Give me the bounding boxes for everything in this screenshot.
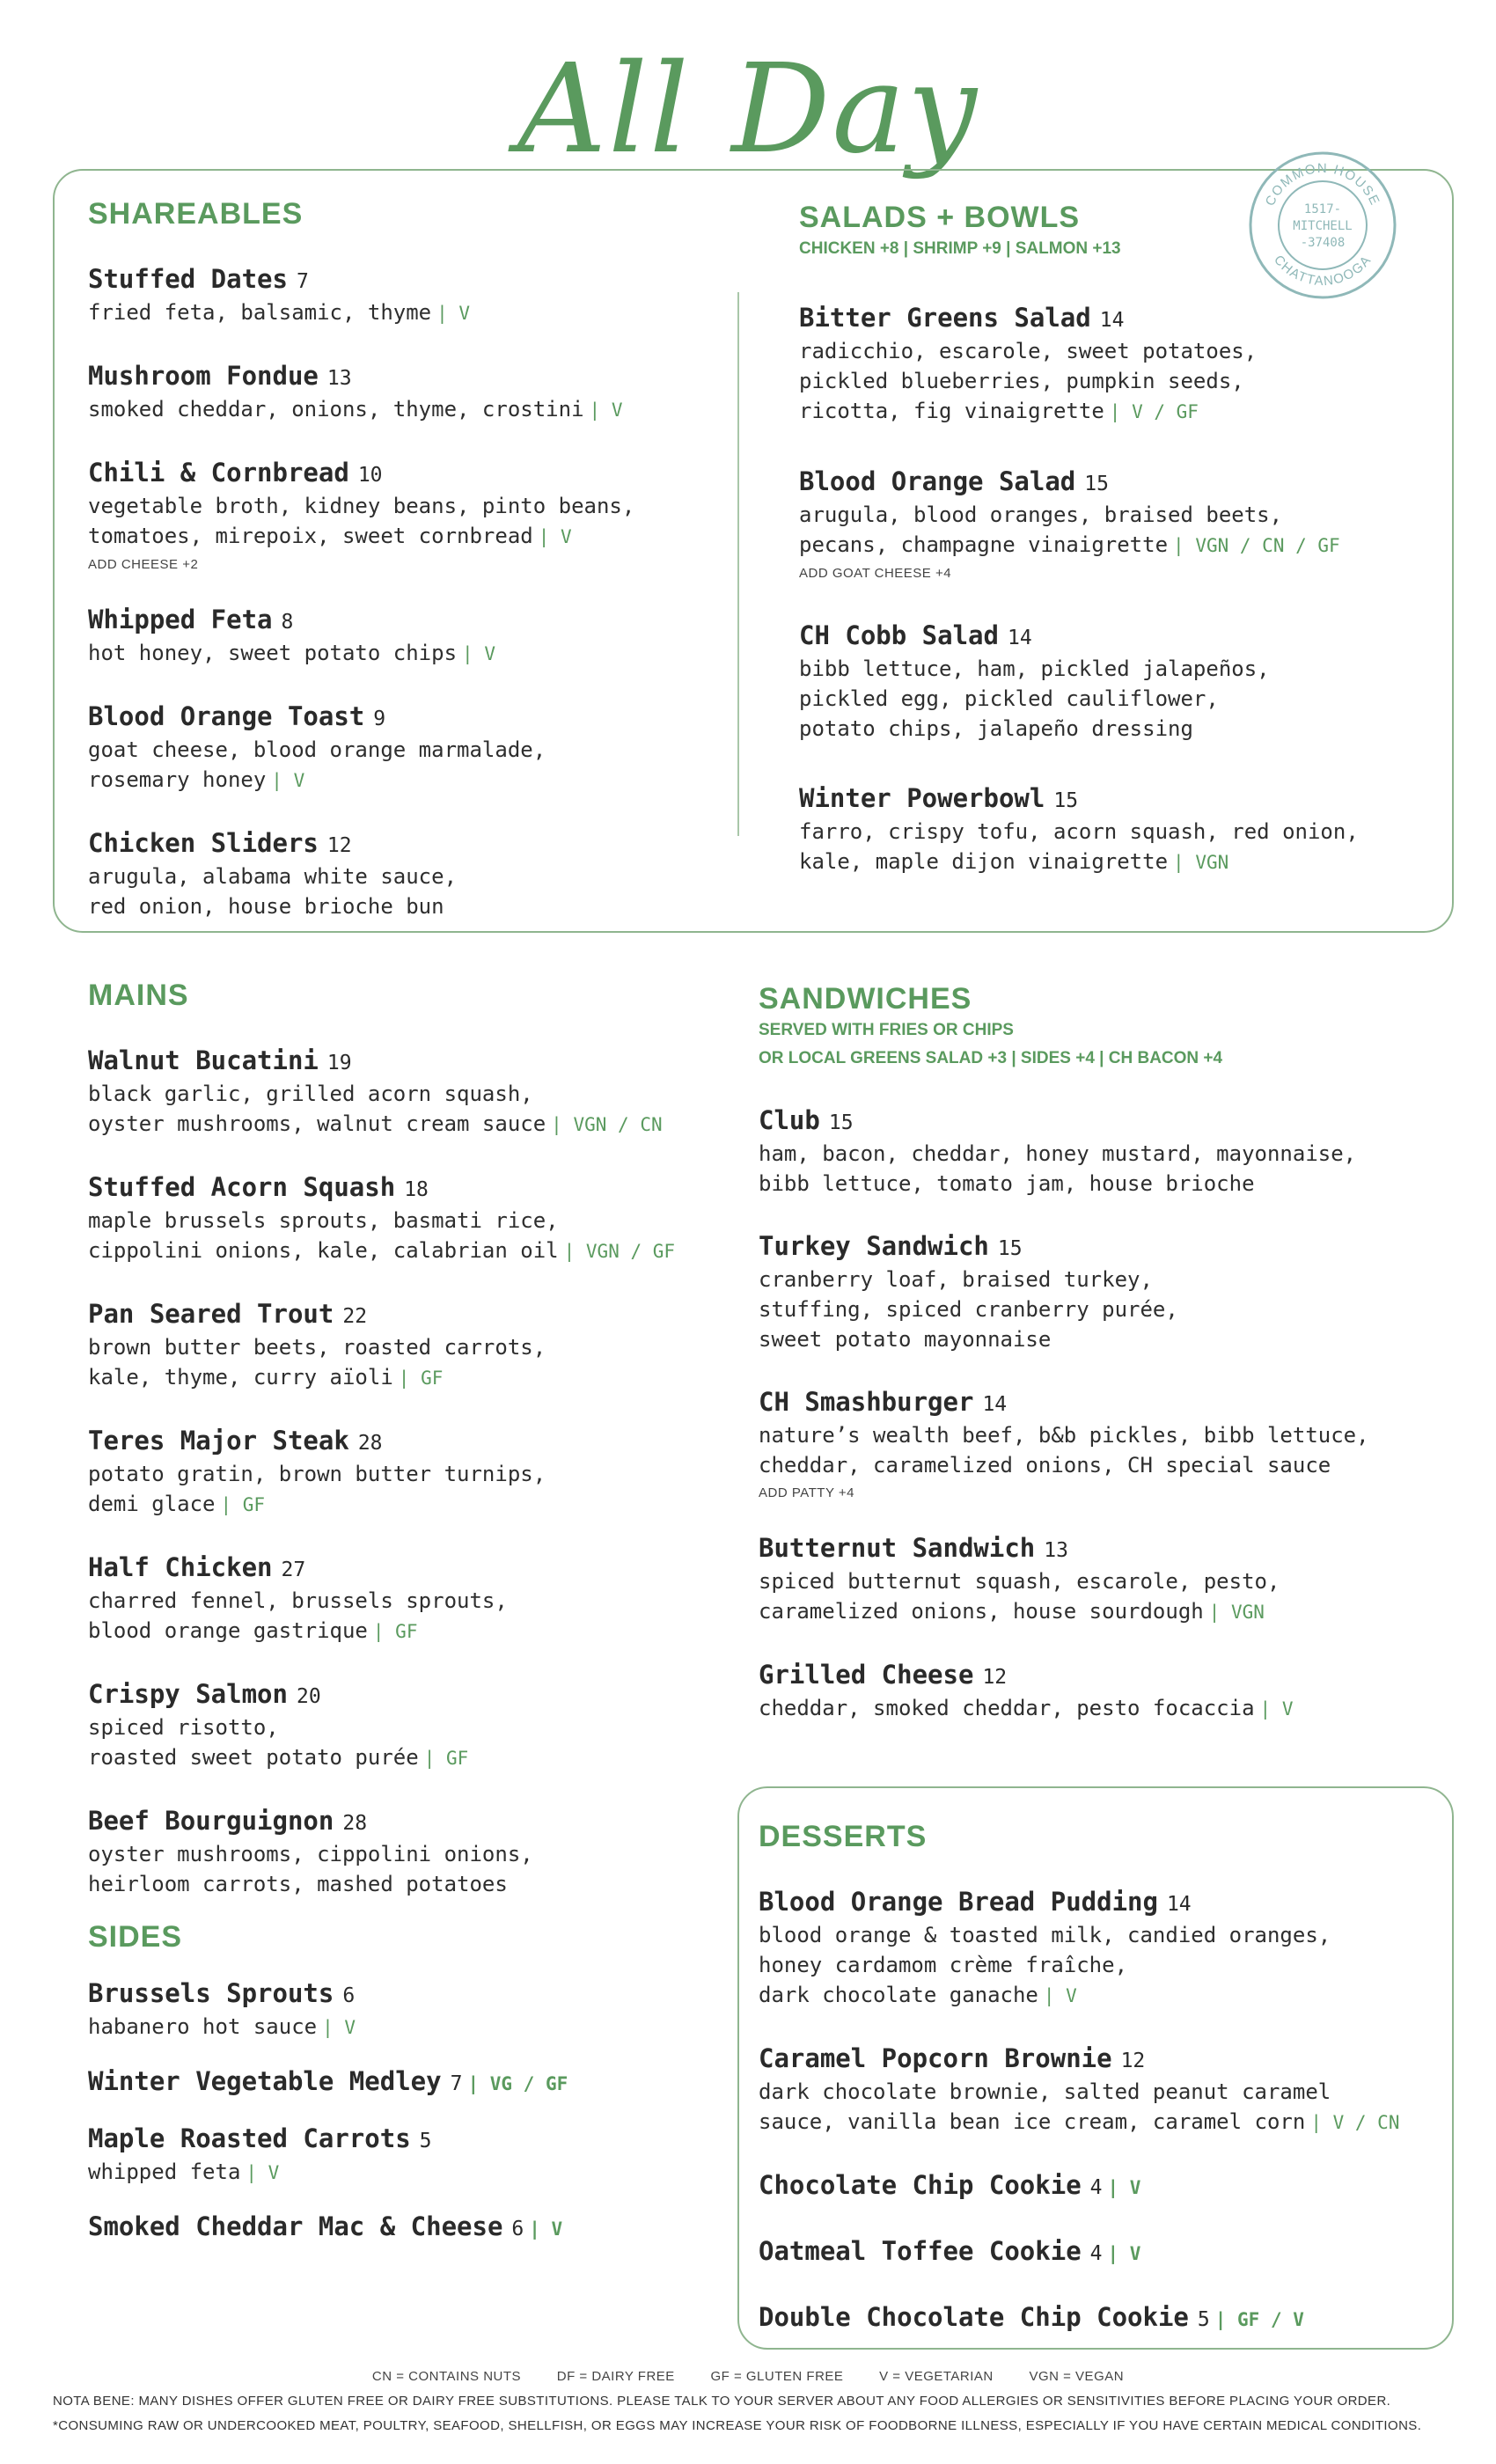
item-description: dark chocolate brownie, salted peanut caramel: [759, 2079, 1331, 2104]
menu-item-butternut-sandwich: [759, 1532, 1454, 1627]
item-description-line: [88, 2157, 757, 2188]
item-price: 14: [1166, 1893, 1192, 1916]
item-description-line: [88, 1742, 757, 1773]
item-description: pickled egg, pickled cauliflower,: [799, 686, 1219, 711]
item-description-line: [88, 1586, 757, 1616]
item-price: 15: [1053, 789, 1079, 812]
item-diet-tag: | V: [1259, 1698, 1294, 1720]
item-diet-tag: | V / CN: [1310, 2112, 1400, 2133]
item-description: arugula, alabama white sauce,: [88, 864, 458, 889]
menu-item-half-chicken: [88, 1551, 757, 1646]
item-description-line: [88, 1869, 757, 1899]
item-price: 9: [373, 708, 386, 730]
item-description: pecans, champagne vinaigrette: [799, 532, 1169, 557]
diet-legend: [0, 2369, 1496, 2384]
item-name-line: [759, 1886, 1445, 1920]
item-description: habanero hot sauce: [88, 2014, 318, 2039]
item-description-line: [88, 1839, 757, 1869]
stamp-bottom-text: CHATTANOOGA: [1271, 252, 1375, 290]
item-name-line: [759, 1532, 1454, 1566]
item-description-line: [799, 654, 1433, 684]
item-description: sweet potato mayonnaise: [759, 1327, 1052, 1352]
sandwiches-section: [759, 982, 1454, 1724]
item-description-line: [759, 2077, 1445, 2107]
item-description-line: [799, 817, 1433, 847]
menu-item-blood-orange-salad: [799, 466, 1433, 581]
item-price: 22: [342, 1305, 368, 1328]
item-price: 12: [1120, 2050, 1146, 2072]
item-name-line: [88, 1425, 757, 1459]
shareables-heading: SHAREABLES: [88, 197, 304, 231]
legend-v: V = VEGETARIAN: [879, 2369, 994, 2384]
item-name-line: [88, 360, 722, 394]
menu-item-stuffed-acorn-squash: [88, 1171, 757, 1266]
item-name-line: [88, 827, 722, 862]
item-description-line: [759, 1950, 1445, 1980]
item-description-line: [759, 1566, 1454, 1596]
item-price: 5: [1197, 2308, 1210, 2331]
item-price: 4: [1089, 2242, 1103, 2265]
item-description-line: [88, 1332, 757, 1362]
item-description-line: [88, 1109, 757, 1140]
item-name-line: [88, 457, 722, 491]
menu-item-whipped-feta: [88, 604, 722, 669]
item-name-line: [88, 1171, 757, 1206]
item-name-line: [88, 2123, 757, 2157]
item-description-line: [759, 1420, 1454, 1450]
item-description: maple brussels sprouts, basmati rice,: [88, 1208, 559, 1233]
menu-item-turkey-sandwich: [759, 1230, 1454, 1354]
item-description-line: [88, 297, 722, 328]
item-name-line: [88, 1551, 757, 1586]
item-description: dark chocolate ganache: [759, 1983, 1038, 2007]
item-name: Blood Orange Salad: [799, 466, 1076, 496]
item-price: 15: [997, 1237, 1023, 1260]
item-diet-tag: | V: [538, 526, 572, 547]
item-name-line: [759, 2235, 1445, 2270]
item-description-line: [759, 1139, 1454, 1169]
item-description: radicchio, escarole, sweet potatoes,: [799, 339, 1258, 363]
item-name-line: [88, 700, 722, 735]
item-description: tomatoes, mirepoix, sweet cornbread: [88, 524, 533, 548]
item-description: black garlic, grilled acorn squash,: [88, 1082, 533, 1106]
sides-heading: SIDES: [88, 1920, 183, 1954]
legend-cn: CN = CONTAINS NUTS: [371, 2369, 522, 2384]
legend-vgn: VGN = VEGAN: [1029, 2369, 1125, 2384]
item-diet-tag: | V: [271, 770, 305, 791]
stamp-line-1: 1517-: [1303, 202, 1342, 216]
item-name-line: [88, 1977, 757, 2012]
item-diet-tag: | GF: [398, 1368, 444, 1389]
item-description: potato chips, jalapeño dressing: [799, 716, 1193, 741]
item-description: kale, maple dijon vinaigrette: [799, 849, 1169, 874]
item-diet-tag: | GF: [423, 1748, 469, 1769]
salads-section: [799, 201, 1433, 877]
menu-item-oatmeal-toffee-cookie: [759, 2235, 1445, 2270]
item-description-line: [759, 1294, 1454, 1324]
item-description: oyster mushrooms, cippolini onions,: [88, 1842, 533, 1866]
item-price: 5: [419, 2130, 432, 2152]
item-description-line: [88, 862, 722, 891]
item-name: Winter Vegetable Medley: [88, 2066, 442, 2096]
item-description: spiced risotto,: [88, 1715, 279, 1740]
item-name: Brussels Sprouts: [88, 1978, 334, 2008]
item-name: Double Chocolate Chip Cookie: [759, 2302, 1189, 2332]
item-description-line: [799, 714, 1433, 744]
item-price: 7: [450, 2072, 463, 2095]
item-diet-tag: | V: [462, 643, 495, 664]
stamp-top-text: COMMON HOUSE: [1262, 160, 1383, 209]
item-name-line: [88, 2065, 757, 2100]
item-name: Whipped Feta: [88, 605, 273, 634]
item-description: heirloom carrots, mashed potatoes: [88, 1872, 508, 1896]
item-description: cheddar, caramelized onions, CH special sauce: [759, 1453, 1331, 1478]
item-diet-tag: | V: [1043, 1985, 1077, 2006]
sandwiches-sides-line-2: OR LOCAL GREENS SALAD +3 | SIDES +4 | CH BACON +4: [759, 1049, 1223, 1067]
item-name-line: [759, 1659, 1454, 1693]
item-diet-tag: | VGN: [1173, 852, 1229, 873]
item-diet-tag: | VG / GF: [467, 2073, 568, 2094]
item-name: Chili & Cornbread: [88, 458, 349, 488]
desserts-heading: DESSERTS: [759, 1820, 928, 1853]
item-name-line: [88, 1045, 757, 1079]
item-description: charred fennel, brussels sprouts,: [88, 1588, 508, 1613]
menu-item-grilled-cheese: [759, 1659, 1454, 1724]
item-name-line: [759, 2169, 1445, 2204]
item-description-line: [88, 1712, 757, 1742]
menu-item-chocolate-chip-cookie: [759, 2169, 1445, 2204]
item-description: brown butter beets, roasted carrots,: [88, 1335, 546, 1360]
item-name-line: [759, 2042, 1445, 2077]
menu-item-mushroom-fondue: [88, 360, 722, 425]
menu-item-maple-roasted-carrots: [88, 2123, 757, 2188]
item-name-line: [799, 782, 1433, 817]
menu-item-teres-major-steak: [88, 1425, 757, 1520]
item-name-line: [759, 2301, 1445, 2336]
item-description-line: [799, 530, 1433, 561]
item-price: 18: [404, 1178, 429, 1201]
item-name: Chocolate Chip Cookie: [759, 2170, 1082, 2200]
item-description: bibb lettuce, tomato jam, house brioche: [759, 1171, 1255, 1196]
item-name-line: [759, 1230, 1454, 1265]
item-diet-tag: | V: [589, 400, 623, 421]
sandwiches-heading: SANDWICHES: [759, 982, 972, 1016]
item-description-line: [759, 1265, 1454, 1294]
item-description-line: [88, 891, 722, 921]
item-description-line: [88, 735, 722, 765]
item-description: fried feta, balsamic, thyme: [88, 300, 432, 325]
item-diet-tag: | V / GF: [1109, 401, 1199, 422]
item-name-line: [88, 604, 722, 638]
item-name-line: [88, 263, 722, 297]
menu-item-blood-orange-bread-pudding: [759, 1886, 1445, 2011]
item-name: Caramel Popcorn Brownie: [759, 2043, 1112, 2073]
item-description: demi glace: [88, 1492, 216, 1516]
menu-item-brussels-sprouts: [88, 1977, 757, 2042]
item-description: red onion, house brioche bun: [88, 894, 444, 919]
item-description: bibb lettuce, ham, pickled jalapeños,: [799, 656, 1270, 681]
item-diet-tag: | VGN / CN / GF: [1173, 535, 1340, 556]
item-name-line: [88, 2211, 757, 2245]
item-description: blood orange & toasted milk, candied oranges,: [759, 1923, 1331, 1947]
item-price: 12: [326, 834, 352, 857]
item-description-line: [88, 1079, 757, 1109]
item-name-line: [799, 466, 1433, 500]
item-name: Club: [759, 1105, 820, 1135]
item-price: 10: [357, 464, 383, 487]
item-description: oyster mushrooms, walnut cream sauce: [88, 1111, 546, 1136]
item-name-line: [759, 1386, 1454, 1420]
item-description-line: [759, 1980, 1445, 2011]
item-description: vegetable broth, kidney beans, pinto beans,: [88, 494, 635, 518]
item-description: nature’s wealth beef, b&b pickles, bibb lettuce,: [759, 1423, 1369, 1448]
item-name: Crispy Salmon: [88, 1679, 288, 1709]
item-addon: ADD PATTY +4: [759, 1485, 854, 1500]
item-description: goat cheese, blood orange marmalade,: [88, 737, 546, 762]
item-name: Oatmeal Toffee Cookie: [759, 2236, 1082, 2266]
item-name: Walnut Bucatini: [88, 1045, 319, 1075]
item-name: Grilled Cheese: [759, 1660, 974, 1690]
raw-food-warning: *CONSUMING RAW OR UNDERCOOKED MEAT, POULTRY, SEAFOOD, SHELLFISH, OR EGGS MAY INCREASE YOUR RISK OF FOODBORNE ILLNESS, ESPECIALLY IF YOU HAVE CERTAIN MEDICAL CONDITIONS.: [53, 2418, 1422, 2433]
nota-bene: NOTA BENE: MANY DISHES OFFER GLUTEN FREE OR DAIRY FREE SUBSTITUTIONS. PLEASE TALK TO YOUR SERVER ABOUT ANY FOOD ALLERGIES OR SENSITIVITIES BEFORE PLACING YOUR ORDER.: [53, 2394, 1391, 2409]
item-description-line: [799, 336, 1433, 366]
item-description-line: [88, 765, 722, 796]
item-description: honey cardamom crème fraîche,: [759, 1953, 1128, 1977]
item-description: whipped feta: [88, 2160, 241, 2184]
shareables-section: [88, 197, 722, 921]
item-diet-tag: | V: [1107, 2177, 1141, 2198]
item-diet-tag: | V: [529, 2218, 563, 2240]
item-description-line: [88, 394, 722, 425]
item-diet-tag: | VGN / GF: [563, 1241, 676, 1262]
menu-item-winter-powerbowl: [799, 782, 1433, 877]
item-description: arugula, blood oranges, braised beets,: [799, 502, 1283, 527]
menu-item-chicken-sliders: [88, 827, 722, 921]
item-description: stuffing, spiced cranberry purée,: [759, 1297, 1178, 1322]
desserts-section: [759, 1820, 1445, 2336]
item-description: cranberry loaf, braised turkey,: [759, 1267, 1153, 1292]
item-price: 8: [281, 611, 294, 634]
item-price: 7: [296, 270, 309, 293]
item-price: 13: [1044, 1539, 1068, 1562]
item-description: ham, bacon, cheddar, honey mustard, mayonnaise,: [759, 1141, 1357, 1166]
item-addon: ADD GOAT CHEESE +4: [799, 566, 952, 581]
item-diet-tag: | GF / V: [1214, 2309, 1304, 2330]
item-description-line: [88, 1206, 757, 1236]
menu-item-ch-smashburger: [759, 1386, 1454, 1500]
item-name: Blood Orange Bread Pudding: [759, 1887, 1158, 1917]
item-description: sauce, vanilla bean ice cream, caramel corn: [759, 2109, 1306, 2134]
item-name: Bitter Greens Salad: [799, 303, 1091, 333]
item-description: cippolini onions, kale, calabrian oil: [88, 1238, 559, 1263]
item-description-line: [759, 1920, 1445, 1950]
item-description: hot honey, sweet potato chips: [88, 641, 458, 665]
item-description-line: [88, 638, 722, 669]
menu-item-bitter-greens-salad: [799, 302, 1433, 427]
item-description-line: [759, 1169, 1454, 1199]
item-description-line: [88, 1489, 757, 1520]
menu-title: All Day: [517, 38, 979, 181]
item-price: 20: [296, 1685, 321, 1708]
item-description-line: [759, 1450, 1454, 1480]
item-diet-tag: | VGN / CN: [551, 1114, 663, 1135]
item-diet-tag: | V: [322, 2017, 356, 2038]
menu-item-beef-bourguignon: [88, 1805, 757, 1899]
item-description-line: [799, 684, 1433, 714]
item-name: Half Chicken: [88, 1552, 273, 1582]
item-description-line: [88, 1459, 757, 1489]
item-name-line: [88, 1805, 757, 1839]
item-description-line: [759, 1324, 1454, 1354]
sandwiches-sides-line-1: SERVED WITH FRIES OR CHIPS: [759, 1021, 1014, 1039]
item-name-line: [88, 1678, 757, 1712]
item-description: pickled blueberries, pumpkin seeds,: [799, 369, 1244, 393]
item-price: 19: [326, 1052, 352, 1074]
item-name: Blood Orange Toast: [88, 701, 365, 731]
item-description-line: [88, 491, 722, 521]
menu-item-winter-vegetable-medley: [88, 2065, 757, 2100]
item-addon: ADD CHEESE +2: [88, 557, 199, 572]
item-description: smoked cheddar, onions, thyme, crostini: [88, 397, 584, 422]
item-name: Maple Roasted Carrots: [88, 2123, 411, 2153]
item-description-line: [88, 521, 722, 552]
item-name: Chicken Sliders: [88, 828, 319, 858]
menu-item-double-chocolate-chip-cookie: [759, 2301, 1445, 2336]
salads-heading: SALADS + BOWLS: [799, 201, 1081, 234]
menu-item-ch-cobb-salad: [799, 620, 1433, 744]
item-description: caramelized onions, house sourdough: [759, 1599, 1204, 1624]
salads-addons: CHICKEN +8 | SHRIMP +9 | SALMON +13: [799, 239, 1121, 258]
item-description: spiced butternut squash, escarole, pesto,: [759, 1569, 1280, 1594]
mains-section: [88, 979, 757, 1899]
item-name: Turkey Sandwich: [759, 1231, 989, 1261]
mains-heading: MAINS: [88, 979, 189, 1012]
item-name: Beef Bourguignon: [88, 1806, 334, 1836]
item-description: cheddar, smoked cheddar, pesto focaccia: [759, 1696, 1255, 1720]
item-description-line: [88, 1236, 757, 1266]
item-description: roasted sweet potato purée: [88, 1745, 419, 1770]
item-price: 4: [1089, 2176, 1103, 2199]
item-price: 27: [281, 1558, 306, 1581]
item-diet-tag: | VGN: [1208, 1602, 1265, 1623]
menu-item-blood-orange-toast: [88, 700, 722, 796]
sides-section: [88, 1920, 757, 2245]
item-description: blood orange gastrique: [88, 1618, 368, 1643]
item-description-line: [88, 2012, 757, 2042]
item-description: ricotta, fig vinaigrette: [799, 399, 1104, 423]
item-name: CH Smashburger: [759, 1387, 974, 1417]
menu-item-pan-seared-trout: [88, 1298, 757, 1393]
item-description-line: [799, 396, 1433, 427]
item-name: Stuffed Dates: [88, 264, 288, 294]
item-name: Stuffed Acorn Squash: [88, 1172, 396, 1202]
item-price: 15: [1084, 473, 1109, 495]
item-price: 6: [342, 1984, 356, 2007]
item-description: kale, thyme, curry aïoli: [88, 1365, 393, 1390]
item-name-line: [759, 1104, 1454, 1139]
item-description: potato gratin, brown butter turnips,: [88, 1462, 546, 1486]
item-description-line: [759, 1596, 1454, 1627]
item-diet-tag: | V: [1107, 2243, 1141, 2264]
item-price: 14: [1099, 309, 1125, 332]
item-description-line: [759, 1693, 1454, 1724]
item-price: 28: [342, 1812, 368, 1835]
item-description: rosemary honey: [88, 767, 267, 792]
item-price: 14: [982, 1393, 1008, 1416]
item-description-line: [799, 500, 1433, 530]
menu-item-stuffed-dates: [88, 263, 722, 328]
item-description-line: [88, 1616, 757, 1646]
item-description-line: [799, 847, 1433, 877]
item-name: Butternut Sandwich: [759, 1533, 1036, 1563]
legend-df: DF = DAIRY FREE: [556, 2369, 675, 2384]
item-price: 6: [511, 2218, 524, 2240]
item-name: Smoked Cheddar Mac & Cheese: [88, 2211, 503, 2241]
menu-item-walnut-bucatini: [88, 1045, 757, 1140]
item-name: CH Cobb Salad: [799, 620, 999, 650]
item-diet-tag: | V: [436, 303, 471, 324]
item-price: 15: [828, 1111, 854, 1134]
menu-item-crispy-salmon: [88, 1678, 757, 1773]
menu-item-smoked-cheddar-mac-and-cheese: [88, 2211, 757, 2245]
item-description-line: [799, 366, 1433, 396]
menu-item-chili-and-cornbread: [88, 457, 722, 572]
item-description-line: [88, 1362, 757, 1393]
item-price: 28: [357, 1432, 383, 1455]
menu-item-club: [759, 1104, 1454, 1199]
item-description-line: [759, 2107, 1445, 2138]
item-diet-tag: | GF: [372, 1621, 418, 1642]
item-name-line: [799, 302, 1433, 336]
item-price: 14: [1007, 627, 1032, 649]
item-price: 13: [326, 367, 352, 390]
legend-gf: GF = GLUTEN FREE: [710, 2369, 844, 2384]
column-divider: [737, 292, 739, 836]
item-name: Teres Major Steak: [88, 1426, 349, 1456]
item-description: farro, crispy tofu, acorn squash, red onion,: [799, 819, 1359, 844]
stamp-line-3: -37408: [1300, 236, 1346, 250]
item-name-line: [88, 1298, 757, 1332]
item-name: Mushroom Fondue: [88, 361, 319, 391]
stamp-line-2: MITCHELL: [1293, 219, 1353, 233]
item-name: Pan Seared Trout: [88, 1299, 334, 1329]
item-name-line: [799, 620, 1433, 654]
item-diet-tag: | V: [246, 2162, 280, 2183]
item-diet-tag: | GF: [220, 1494, 266, 1515]
menu-item-caramel-popcorn-brownie: [759, 2042, 1445, 2138]
item-price: 12: [982, 1666, 1008, 1689]
item-name: Winter Powerbowl: [799, 783, 1045, 813]
